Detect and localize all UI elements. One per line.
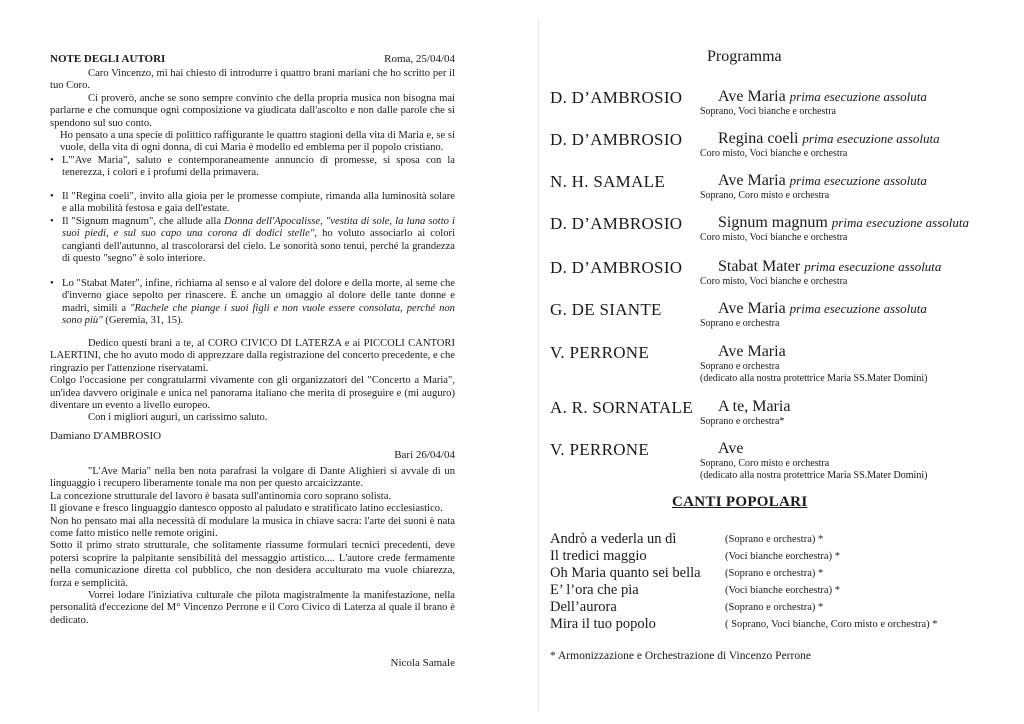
letter-paragraph: Dedico questi brani a te, al CORO CIVICO DI LATERZA e ai PICCOLI CANTORI LAERTINI, che ho avuto modo di apprezzare dalla registrazione del concerto precedente, e che ringrazio per l'attenzione riservatami. xyxy=(50,338,455,374)
list-item: • L'"Ave Maria", saluto e contemporaneamente annuncio di promesse, si sposa con la tenerezza, i colori e i profumi della primavera. xyxy=(62,155,455,180)
section-heading: NOTE DEGLI AUTORI xyxy=(50,53,166,65)
letter-header xyxy=(50,53,455,65)
composer-name: D. D’AMBROSIO xyxy=(550,88,683,107)
letter-paragraph: La concezione strutturale del lavoro è basata sull'antinomia coro soprano solista. xyxy=(50,490,392,502)
work-title xyxy=(718,300,927,318)
work-name: Ave Maria xyxy=(718,172,786,189)
work-title xyxy=(718,343,786,361)
letter-paragraph: Caro Vincenzo, mi hai chiesto di introdurre i quattro brani mariani che ho scritto per il tuo Coro. xyxy=(50,68,455,92)
performers xyxy=(700,318,779,330)
composer-name: V. PERRONE xyxy=(550,440,650,459)
song-title: E’ l’ora che pia xyxy=(550,582,639,598)
composer-name: D. D’AMBROSIO xyxy=(550,130,683,149)
performers xyxy=(700,148,847,160)
season-list-b2 xyxy=(50,191,455,216)
letter-paragraph: Colgo l'occasione per congratularmi vivamente con gli organizzatori del "Concerto a Maria", un'idea davvero originale e unica nel panorama italiano che merita di proseguire e (mi auguro) diventare un evento a livello europeo. xyxy=(50,375,455,412)
composer-name: D. D’AMBROSIO xyxy=(550,258,683,277)
page-divider xyxy=(538,20,539,710)
premiere-note: prima esecuzione assoluta xyxy=(804,259,942,274)
letter-paragraph: Con i migliori auguri, un carissimo saluto. xyxy=(88,412,268,424)
performers-line: Soprano, Coro misto e orchestra xyxy=(700,458,830,469)
dambrosio-letter xyxy=(50,68,455,180)
performers-line: (dedicato alla nostra protettrice Maria SS.Mater Domini) xyxy=(700,372,928,384)
quote-apocalisse: Donna dell'Apocalisse, "vestita di sole, la luna sotto i suoi piedi, e sul suo capo una corona di dodici stelle", xyxy=(62,216,455,240)
song-performers: ( Soprano, Voci bianche, Coro misto e orchestra) * xyxy=(725,619,938,630)
season-list-b4 xyxy=(50,278,455,328)
list-item xyxy=(62,216,455,266)
premiere-note: prima esecuzione assoluta xyxy=(831,215,969,230)
performers xyxy=(700,361,927,384)
performers-line: Coro misto, Voci bianche e orchestra xyxy=(700,276,848,287)
footnote: * Armonizzazione e Orchestrazione di Vincenzo Perrone xyxy=(550,650,811,662)
season-list xyxy=(50,155,455,180)
composer-name: A. R. SORNATALE xyxy=(550,398,693,417)
work-title xyxy=(718,88,927,106)
list-item: • Il "Regina coeli", invito alla gioia per le promesse compiute, rimanda alla luminosità solare e alla mobilità festosa e gaia dell'estate. xyxy=(62,191,455,216)
song-title: Oh Maria quanto sei bella xyxy=(550,565,701,581)
song-performers: (Voci bianche eorchestra) * xyxy=(725,585,840,596)
composer-name: V. PERRONE xyxy=(550,343,650,362)
signature-samale: Nicola Samale xyxy=(390,657,455,669)
season-list-b3 xyxy=(50,216,455,266)
dedication-block xyxy=(50,338,455,425)
list-item-text: (Geremia, 31, 15). xyxy=(102,315,184,327)
work-name: Stabat Mater xyxy=(718,258,801,275)
work-name: A te, Maria xyxy=(718,398,791,415)
list-item-text: ho voluto associarlo ai colori cangianti dell'autunno, al trascolorarsi del cielo. Le sonorità sono tenui, perché la grandezza di questo "segno" è solo interiore. xyxy=(62,228,456,265)
performers xyxy=(700,458,927,481)
premiere-note: prima esecuzione assoluta xyxy=(789,173,927,188)
work-title xyxy=(718,258,941,276)
song-performers: (Soprano e orchestra) * xyxy=(725,602,824,613)
work-name: Regina coeli xyxy=(718,130,799,147)
premiere-note: prima esecuzione assoluta xyxy=(789,89,927,104)
place-date-rome: Roma, 25/04/04 xyxy=(384,53,455,65)
signature-dambrosio: Damiano D'AMBROSIO xyxy=(50,430,162,442)
place-date-bari: Bari 26/04/04 xyxy=(394,449,455,461)
premiere-note: prima esecuzione assoluta xyxy=(802,131,940,146)
performers-line: Soprano e orchestra xyxy=(700,318,780,329)
list-item-text: Lo "Stabat Mater", infine, richiama al senso e al valore del dolore e della morte, al seme che d'inverno giace sepolto per rinascere. È anche un omaggio al dolore delle tante donne e madri, simili a xyxy=(62,278,455,314)
composer-name: D. D’AMBROSIO xyxy=(550,214,683,233)
song-performers: (Soprano e orchestra) * xyxy=(725,534,824,545)
song-performers: (Voci bianche eorchestra) * xyxy=(725,551,840,562)
work-name: Signum magnum xyxy=(718,214,828,231)
performers-line: (dedicato alla nostra protettrice Maria SS.Mater Domini) xyxy=(700,469,928,481)
performers-line: Coro misto, Voci bianche e orchestra xyxy=(700,232,848,243)
letter-paragraph: Sotto il primo strato strutturale, che solitamente riassume formulari tecnici precedenti, deve potersi scoprire la palpitante sensibilità del messaggio artistico.... L'autore crede fermamente nella comunicazione diretta col pubblico, che non desidera acculturato ma vuole chiarezza, forza e semplicità. xyxy=(50,540,455,589)
letter-paragraph: Non ho pensato mai alla necessità di modulare la musica in chiave sacra: l'arte dei suoni è nata come fatto mistico nelle remote origini. xyxy=(50,515,455,540)
performers-line: Soprano, Voci bianche e orchestra xyxy=(700,106,836,117)
work-title xyxy=(718,398,790,416)
performers xyxy=(700,190,829,202)
work-name: Ave Maria xyxy=(718,300,786,317)
work-title xyxy=(718,172,927,190)
samale-letter xyxy=(50,466,455,627)
work-title xyxy=(718,130,940,148)
program-title: Programma xyxy=(707,48,782,65)
letter-paragraph: Ci proverò, anche se sono sempre convinto che della propria musica non bisogna mai parlarne e che comunque ogni composizione va giudicata dall'ascolto e non dalle parole che si spendono sul suo conto. xyxy=(50,92,455,129)
premiere-note: prima esecuzione assoluta xyxy=(789,301,927,316)
performers-line: Soprano e orchestra* xyxy=(700,416,785,427)
letter-paragraph: Vorrei lodare l'iniziativa culturale che pilota magistralmente la manifestazione, nella personalità d'eccezione del M° Vincenzo Perrone e il Coro Civico di Laterza al quale il brano è dedicato. xyxy=(50,590,455,626)
list-item xyxy=(62,278,455,328)
work-name: Ave xyxy=(718,440,744,457)
song-title: Dell’aurora xyxy=(550,599,617,615)
performers-line: Coro misto, Voci bianche e orchestra xyxy=(700,148,848,159)
composer-name: G. DE SIANTE xyxy=(550,300,662,319)
letter-paragraph: Il giovane e fresco linguaggio dantesco opposto al paludato e stratificato latino ecclesiastico. xyxy=(50,503,443,515)
song-title: Il tredici maggio xyxy=(550,548,647,564)
quote-geremia: "Rachele che piange i suoi figli e non vuole essere consolata, perché non sono più" xyxy=(62,302,455,327)
song-title: Andrò a vederla un dì xyxy=(550,531,677,547)
composer-name: N. H. SAMALE xyxy=(550,172,666,191)
performers xyxy=(700,232,847,244)
performers xyxy=(700,106,836,118)
performers xyxy=(700,276,847,288)
work-name: Ave Maria xyxy=(718,88,786,105)
letter-paragraph: "L'Ave Maria" nella ben nota parafrasi la volgare di Dante Alighieri si avvale di un linguaggio i recupero liberamente tonale ma non per questo arcaicizzante. xyxy=(50,466,455,490)
song-title: Mira il tuo popolo xyxy=(550,616,656,632)
song-performers: (Soprano e orchestra) * xyxy=(725,568,824,579)
performers-line: Soprano, Coro misto e orchestra xyxy=(700,190,830,201)
canti-title: CANTI POPOLARI xyxy=(672,494,808,510)
work-title xyxy=(718,440,743,458)
letter-paragraph: Ho pensato a una specie di polittico raffigurante le quattro stagioni della vita di Maria e, se si vuole, della vita di ogni donna, di cui Maria è modello ed emblema per il popolo cristiano. xyxy=(60,130,455,154)
work-name: Ave Maria xyxy=(718,343,786,360)
performers xyxy=(700,416,784,428)
work-title xyxy=(718,214,969,232)
list-item-text: Il "Signum magnum", che allude alla xyxy=(62,216,225,227)
performers-line: Soprano e orchestra xyxy=(700,361,780,372)
